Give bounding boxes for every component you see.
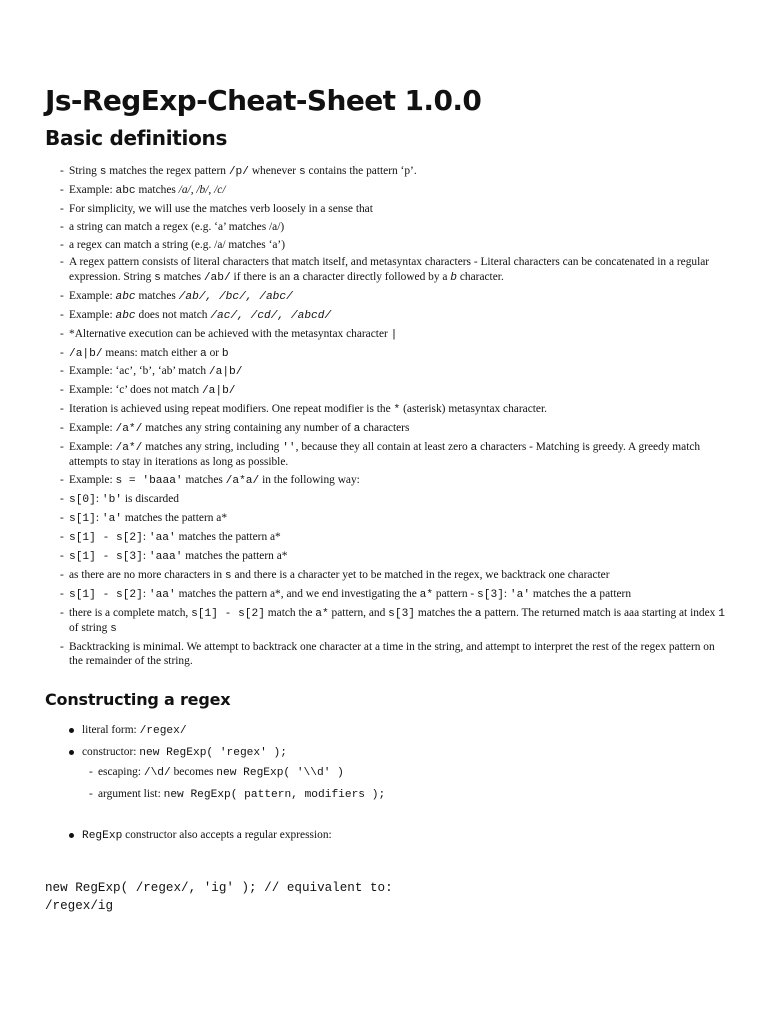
list-item-regexp-constructor-note: RegExp constructor also accepts a regular expression: (67, 828, 707, 844)
code-block (45, 879, 393, 915)
list-item-literal-form: literal form: /regex/ (67, 723, 707, 739)
list-item-argument-list: - argument list: new RegExp( pattern, modifiers ); (89, 787, 707, 803)
list-item: - as there are no more characters in s and there is a character yet to be matched in the regex, we backtrack one character (60, 568, 725, 584)
list-item: - *Alternative execution can be achieved with the metasyntax character | (60, 327, 725, 343)
list-item: - String s matches the regex pattern /p/ whenever s contains the pattern ‘p’. (60, 164, 725, 180)
list-item: - s[1] - s[2]: 'aa' matches the pattern a*, and we end investigating the a* pattern - s[3]: 'a' matches the a pattern (60, 587, 725, 603)
list-item: - Example: abc matches /ab/, /bc/, /abc/ (60, 289, 725, 305)
constructing-list (67, 723, 707, 850)
list-item: - a regex can match a string (e.g. /a/ matches ‘a’) (60, 238, 725, 253)
code-line: new RegExp( /regex/, 'ig' ); // equivalent to: (45, 881, 393, 895)
list-item-constructor: constructor: new RegExp( 'regex' ); - escaping: /\d/ becomes new RegExp( '\\d' ) - argument list: new RegExp( pattern, modifiers ); (67, 745, 707, 803)
list-item: - Example: abc matches /a/, /b/, /c/ (60, 183, 725, 199)
list-item: - s[0]: 'b' is discarded (60, 492, 725, 508)
list-item: - A regex pattern consists of literal characters that match itself, and metasyntax characters - Literal characters can be concatenated in a regular expression. String s matches /ab/ if there is an a character directly followed by a b character. (60, 255, 725, 285)
list-item: - Example: /a*/ matches any string, including '', because they all contain at least zero a characters - Matching is greedy. A greedy match attempts to stay in iterations as long as possible. (60, 440, 725, 470)
list-item: - Example: abc does not match /ac/, /cd/, /abcd/ (60, 308, 725, 324)
list-item: - Example: ‘ac’, ‘b’, ‘ab’ match /a|b/ (60, 364, 725, 380)
list-item: - Iteration is achieved using repeat modifiers. One repeat modifier is the * (asterisk) metasyntax character. (60, 402, 725, 418)
list-item: - s[1] - s[2]: 'aa' matches the pattern a* (60, 530, 725, 546)
list-item: - a string can match a regex (e.g. ‘a’ matches /a/) (60, 220, 725, 235)
section-heading-basic-definitions: Basic definitions (45, 126, 228, 150)
list-item-escaping: - escaping: /\d/ becomes new RegExp( '\\d' ) (89, 765, 707, 781)
page-title: Js-RegExp-Cheat-Sheet 1.0.0 (45, 84, 482, 117)
section-heading-constructing-a-regex: Constructing a regex (45, 690, 231, 709)
list-item: - s[1] - s[3]: 'aaa' matches the pattern a* (60, 549, 725, 565)
list-item: - For simplicity, we will use the matches verb loosely in a sense that (60, 202, 725, 217)
constructor-sublist (89, 765, 707, 802)
list-item: - Backtracking is minimal. We attempt to backtrack one character at a time in the string, and attempt to interpret the rest of the regex pattern on the remainder of the string. (60, 640, 725, 669)
basic-definitions-list (60, 164, 725, 672)
list-item: - s[1]: 'a' matches the pattern a* (60, 511, 725, 527)
list-item: - /a|b/ means: match either a or b (60, 346, 725, 362)
list-item: - there is a complete match, s[1] - s[2] match the a* pattern, and s[3] matches the a pattern. The returned match is aaa starting at index 1 of string s (60, 606, 725, 637)
list-item: - Example: s = 'baaa' matches /a*a/ in the following way: (60, 473, 725, 489)
list-item: - Example: /a*/ matches any string containing any number of a characters (60, 421, 725, 437)
code-line: /regex/ig (45, 899, 114, 913)
list-item: - Example: ‘c’ does not match /a|b/ (60, 383, 725, 399)
